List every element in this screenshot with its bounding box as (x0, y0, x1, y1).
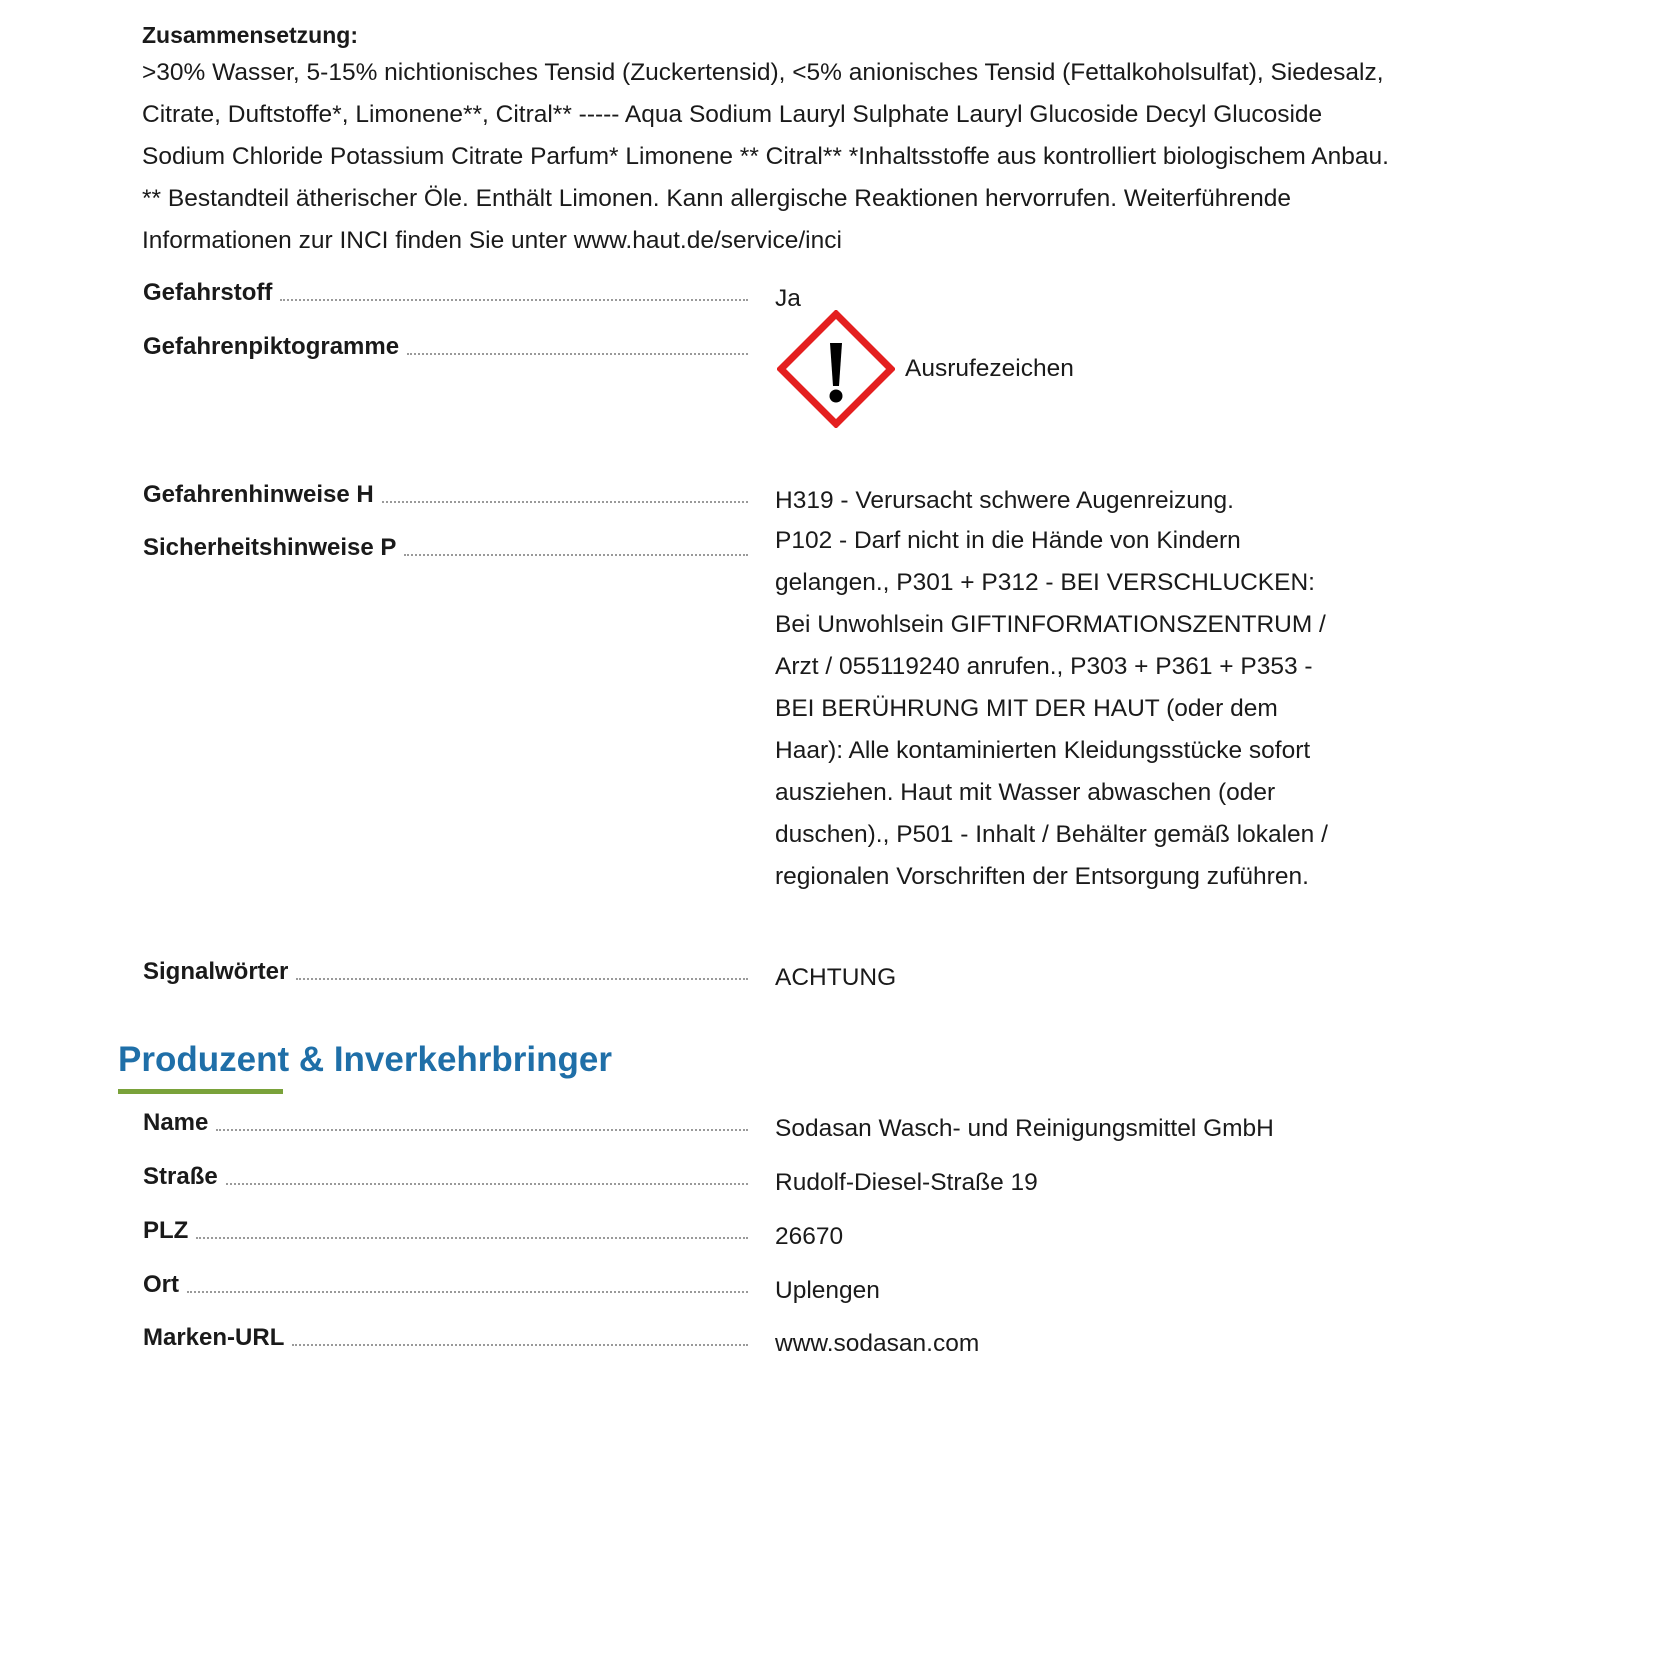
label-sicherheitshinweise: Sicherheitshinweise P (143, 534, 397, 561)
dotted-leader (280, 299, 748, 301)
value-sicherheitshinweise: P102 - Darf nicht in die Hände von Kindern gelangen., P301 + P312 - BEI VERSCHLUCKEN: Bei Unwohlsein GIFTINFORMATIONSZENTRUM / Arzt / 055119240 anrufen., P303 + P361 + P353 - BEI BERÜHRUNG MIT DER HAUT (oder dem Haar): Alle kontaminierten Kleidungsstücke sofort ausziehen. Haut mit Wasser abwaschen (oder duschen)., P501 - Inhalt / Behälter gemäß lokalen / regionalen Vorschriften der Entsorgung zuführen. (775, 527, 1328, 890)
brand-url-link[interactable]: www.sodasan.com (775, 1330, 980, 1357)
value-name: Sodasan Wasch- und Reinigungsmittel GmbH (775, 1115, 1274, 1142)
section-title-underline (118, 1089, 283, 1094)
dotted-leader (196, 1237, 748, 1239)
label-name: Name (143, 1109, 209, 1136)
hazard-pictogram (777, 310, 1074, 428)
label-ort: Ort (143, 1271, 179, 1298)
value-gefahrstoff: Ja (775, 285, 801, 312)
dotted-leader (407, 353, 748, 355)
dotted-leader (187, 1291, 748, 1293)
value-plz: 26670 (775, 1223, 844, 1250)
composition-text: >30% Wasser, 5-15% nichtionisches Tensid (Zuckertensid), <5% anionisches Tensid (Fettalkoholsulfat), Siedesalz, Citrate, Duftstoffe*, Limonene**, Citral** ----- Aqua Sodium Lauryl Sulphate Lauryl Glucoside Decyl Glucoside Sodium Chloride Potassium Citrate Parfum* Limonene ** Citral** *Inhaltsstoffe aus kontrolliert biologischem Anbau. ** Bestandteil ätherischer Öle. Enthält Limonen. Kann allergische Reaktionen hervorrufen. Weiterführende Informationen zur INCI finden Sie unter www.haut.de/service/inci (142, 59, 1389, 254)
dotted-leader (404, 554, 748, 556)
value-gefahrenhinweise: H319 - Verursacht schwere Augenreizung. (775, 487, 1234, 514)
label-gefahrenpiktogramme: Gefahrenpiktogramme (143, 333, 400, 360)
exclamation-mark-icon (777, 310, 895, 428)
value-signalwoerter: ACHTUNG (775, 964, 897, 991)
label-gefahrstoff: Gefahrstoff (143, 279, 273, 306)
pictogram-label: Ausrufezeichen (905, 355, 1074, 382)
label-strasse: Straße (143, 1163, 218, 1190)
value-ort: Uplengen (775, 1277, 880, 1304)
dotted-leader (226, 1183, 748, 1185)
value-strasse: Rudolf-Diesel-Straße 19 (775, 1169, 1038, 1196)
label-signalwoerter: Signalwörter (143, 958, 289, 985)
composition-heading: Zusammensetzung: (142, 22, 358, 48)
dotted-leader (296, 978, 748, 980)
dotted-leader (292, 1344, 748, 1346)
label-gefahrenhinweise: Gefahrenhinweise H (143, 481, 374, 508)
section-title-produzent: Produzent & Inverkehrbringer (118, 1040, 612, 1079)
dotted-leader (216, 1129, 748, 1131)
composition-block (142, 18, 1402, 262)
label-plz: PLZ (143, 1217, 189, 1244)
dotted-leader (382, 501, 748, 503)
label-marken-url: Marken-URL (143, 1324, 285, 1351)
